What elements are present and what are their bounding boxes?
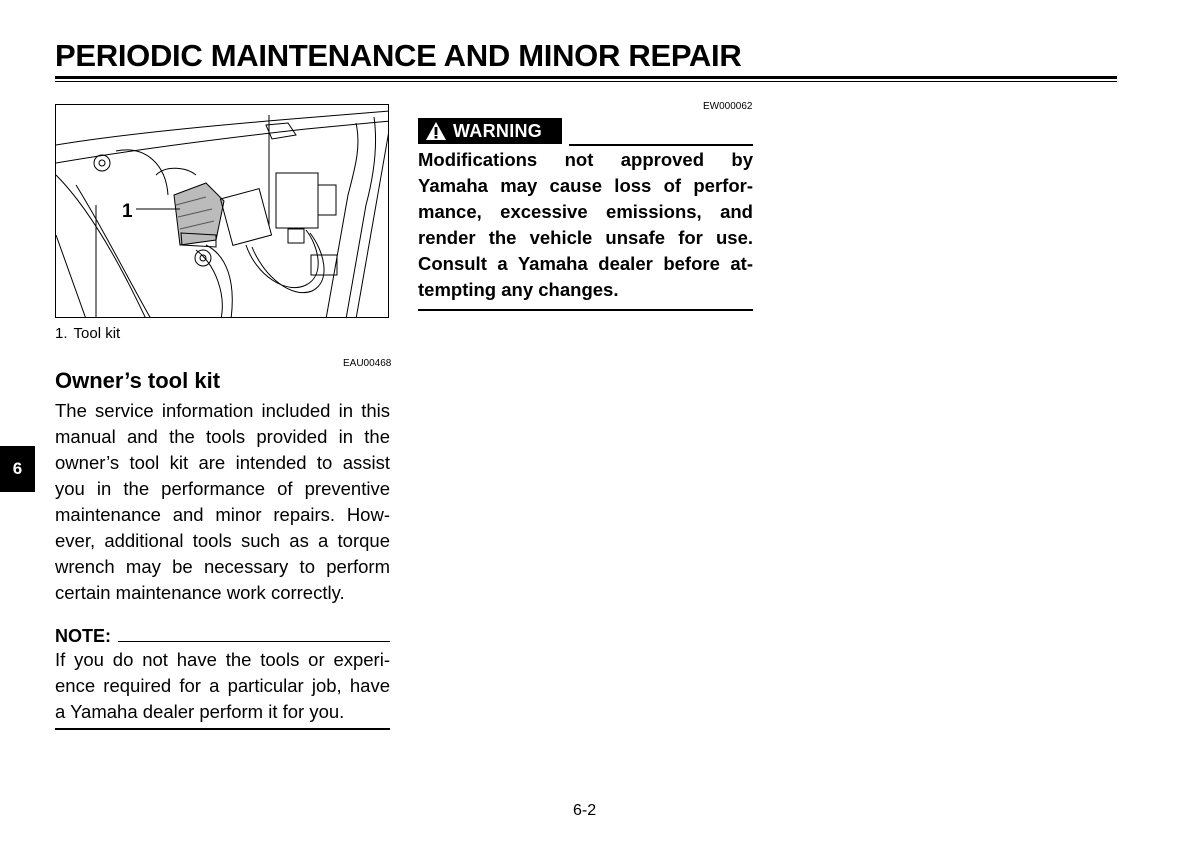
body-line: wrench may be necessary to perform (55, 556, 390, 577)
page-number: 6-2 (573, 802, 597, 819)
note-rule (118, 641, 390, 642)
tool-kit-illustration (55, 104, 389, 318)
warning-body (418, 147, 753, 303)
warning-line: mance, excessive emissions, and (418, 201, 753, 222)
warning-badge (418, 118, 562, 144)
note-line: ence required for a particular job, have (55, 675, 390, 696)
warning-code: EW000062 (703, 101, 753, 112)
note-label: NOTE: (55, 626, 111, 646)
page-title: PERIODIC MAINTENANCE AND MINOR REPAIR (55, 38, 742, 73)
warning-line: Yamaha may cause loss of perfor- (418, 175, 753, 196)
warning-end-rule (418, 309, 753, 311)
warning-label: WARNING (453, 120, 543, 141)
section-body (55, 398, 390, 606)
caption-number: 1. (55, 325, 68, 342)
warning-line: render the vehicle unsafe for use. (418, 227, 753, 248)
body-line: you in the performance of preventive (55, 478, 390, 499)
caption-text: Tool kit (73, 325, 121, 342)
note-line: a Yamaha dealer perform it for you. (55, 701, 345, 722)
warning-rule (569, 144, 753, 146)
figure-caption (55, 325, 120, 342)
note-line: If you do not have the tools or experi- (55, 649, 390, 670)
body-line: ever, additional tools such as a torque (55, 530, 390, 551)
warning-line: Consult a Yamaha dealer before at- (418, 253, 753, 274)
section-title: Owner’s tool kit (55, 368, 221, 393)
chapter-side-tab: 6 (0, 446, 35, 492)
body-line: maintenance and minor repairs. How- (55, 504, 390, 525)
warning-line: tempting any changes. (418, 279, 619, 300)
body-line: owner’s tool kit are intended to assist (55, 452, 390, 473)
title-rule-thin (55, 81, 1117, 82)
section-code: EAU00468 (343, 358, 392, 369)
warning-line: Modifications not approved by (418, 149, 753, 170)
body-line: certain maintenance work correctly. (55, 582, 345, 603)
title-rule-thick (55, 76, 1117, 79)
note-body (55, 647, 390, 725)
note-end-rule (55, 728, 390, 730)
body-line: manual and the tools provided in the (55, 426, 390, 447)
body-line: The service information included in this (55, 400, 390, 421)
warning-triangle-icon (425, 121, 447, 141)
figure-callout-1: 1 (122, 201, 133, 222)
